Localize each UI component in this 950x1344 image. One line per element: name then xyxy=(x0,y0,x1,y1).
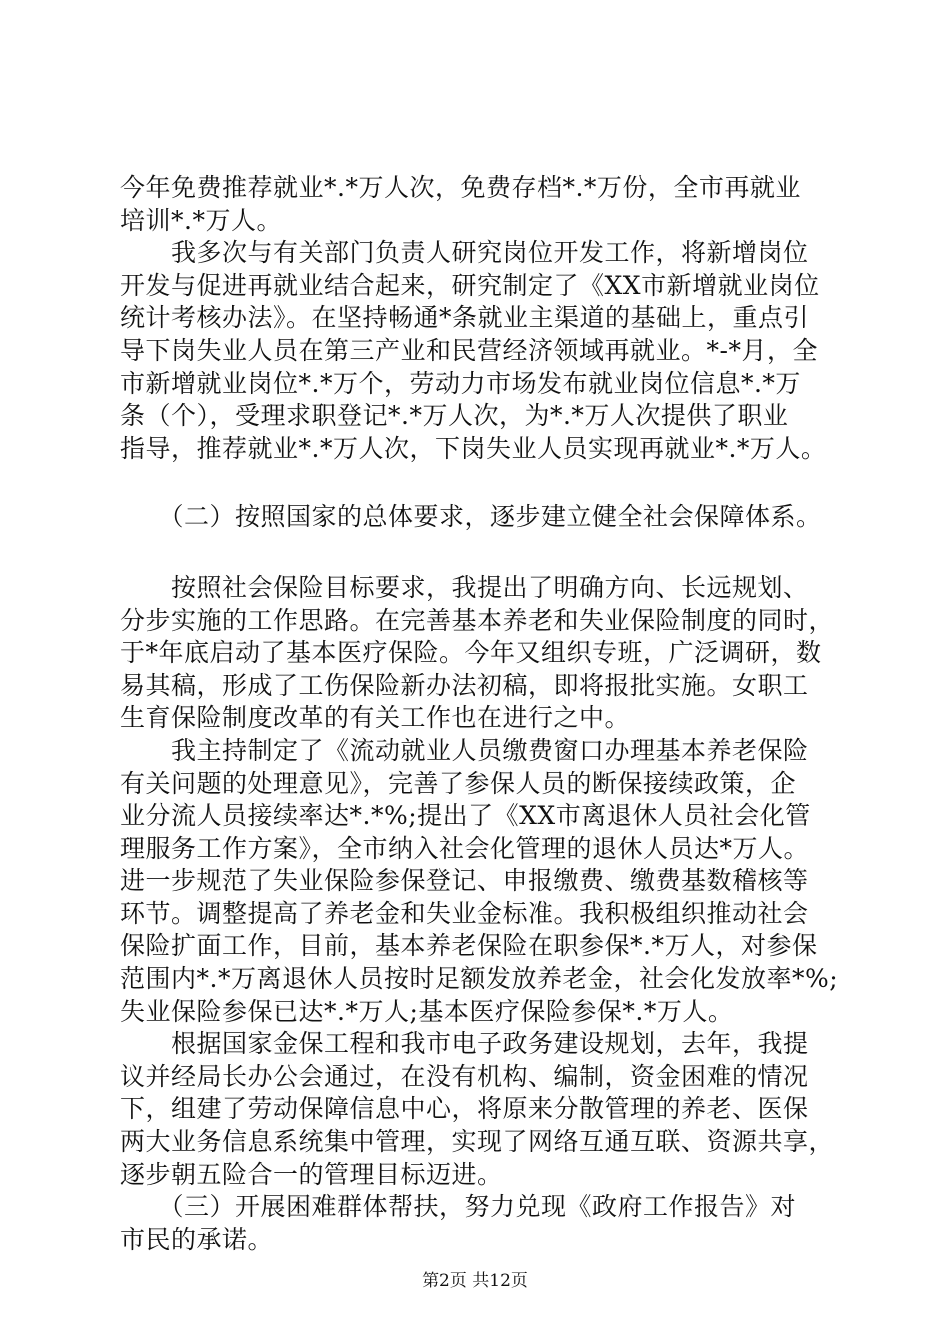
text-line: 我多次与有关部门负责人研究岗位开发工作，将新增岗位 xyxy=(120,238,809,268)
text-line: 指导，推荐就业*.*万人次，下岗失业人员实现再就业*.*万人。 xyxy=(120,433,827,463)
text-line: 分步实施的工作思路。在完善基本养老和失业保险制度的同时， xyxy=(120,605,835,635)
text-line: 有关问题的处理意见》，完善了参保人员的断保接续政策，企 xyxy=(120,768,797,798)
section-heading-3 xyxy=(120,1191,850,1256)
section-spacer xyxy=(120,465,850,501)
paragraph-pension-policy xyxy=(120,735,850,1028)
text-line: 我主持制定了《流动就业人员缴费窗口办理基本养老保险 xyxy=(120,735,809,765)
paragraph-job-development xyxy=(120,237,850,465)
text-line: 议并经局长办公会通过，在没有机构、编制，资金困难的情况 xyxy=(120,1061,809,1091)
text-line: 两大业务信息系统集中管理，实现了网络互通互联、资源共享， xyxy=(120,1127,835,1157)
text-line: 进一步规范了失业保险参保登记、申报缴费、缴费基数稽核等 xyxy=(120,866,809,896)
text-line: 开发与促进再就业结合起来，研究制定了《XX市新增就业岗位 xyxy=(120,270,820,300)
section-heading-2: （二）按照国家的总体要求，逐步建立健全社会保障体系。 xyxy=(120,502,822,532)
page-number: 第2页 共12页 xyxy=(422,1271,528,1291)
text-line: 统计考核办法》。在坚持畅通*条就业主渠道的基础上，重点引 xyxy=(120,303,810,333)
text-line: 于*年底启动了基本医疗保险。今年又组织专班，广泛调研，数 xyxy=(120,638,822,668)
text-line: （三）开展困难群体帮扶，努力兑现《政府工作报告》对 xyxy=(120,1192,797,1222)
text-line: 市民的承诺。 xyxy=(120,1224,274,1254)
text-line: 理服务工作方案》，全市纳入社会化管理的退休人员达*万人。 xyxy=(120,833,810,863)
section-spacer xyxy=(120,534,850,572)
paragraph-social-insurance xyxy=(120,572,850,735)
text-line: 逐步朝五险合一的管理目标迈进。 xyxy=(120,1159,503,1189)
text-line: 生育保险制度改革的有关工作也在进行之中。 xyxy=(120,703,631,733)
text-line: 下，组建了劳动保障信息中心，将原来分散管理的养老、医保 xyxy=(120,1094,809,1124)
document-body xyxy=(120,172,850,1256)
text-line: 今年免费推荐就业*.*万人次，免费存档*.*万份，全市再就业 xyxy=(120,173,801,202)
text-line: 失业保险参保已达*.*万人;基本医疗保险参保*.*万人。 xyxy=(120,996,734,1026)
text-line: 培训*.*万人。 xyxy=(120,205,282,235)
text-line: 保险扩面工作，目前，基本养老保险在职参保*.*万人，对参保 xyxy=(120,931,818,961)
text-line: 按照社会保险目标要求，我提出了明确方向、长远规划、 xyxy=(120,572,809,602)
text-line: 易其稿，形成了工伤保险新办法初稿，即将报批实施。女职工 xyxy=(120,670,809,700)
text-line: 导下岗失业人员在第三产业和民营经济领域再就业。*-*月，全 xyxy=(120,335,818,365)
paragraph-information-center xyxy=(120,1028,850,1191)
text-line: 条（个），受理求职登记*.*万人次，为*.*万人次提供了职业 xyxy=(120,401,789,431)
text-line: 市新增就业岗位*.*万个，劳动力市场发布就业岗位信息*.*万 xyxy=(120,368,801,398)
text-line: 环节。调整提高了养老金和失业金标准。我积极组织推动社会 xyxy=(120,898,809,928)
text-line: 业分流人员接续率达*.*%;提出了《XX市离退休人员社会化管 xyxy=(120,801,811,831)
text-line: 范围内*.*万离退休人员按时足额发放养老金，社会化发放率*%; xyxy=(120,964,839,994)
text-line: 根据国家金保工程和我市电子政务建设规划，去年，我提 xyxy=(120,1029,809,1059)
paragraph-employment-stats xyxy=(120,172,850,237)
